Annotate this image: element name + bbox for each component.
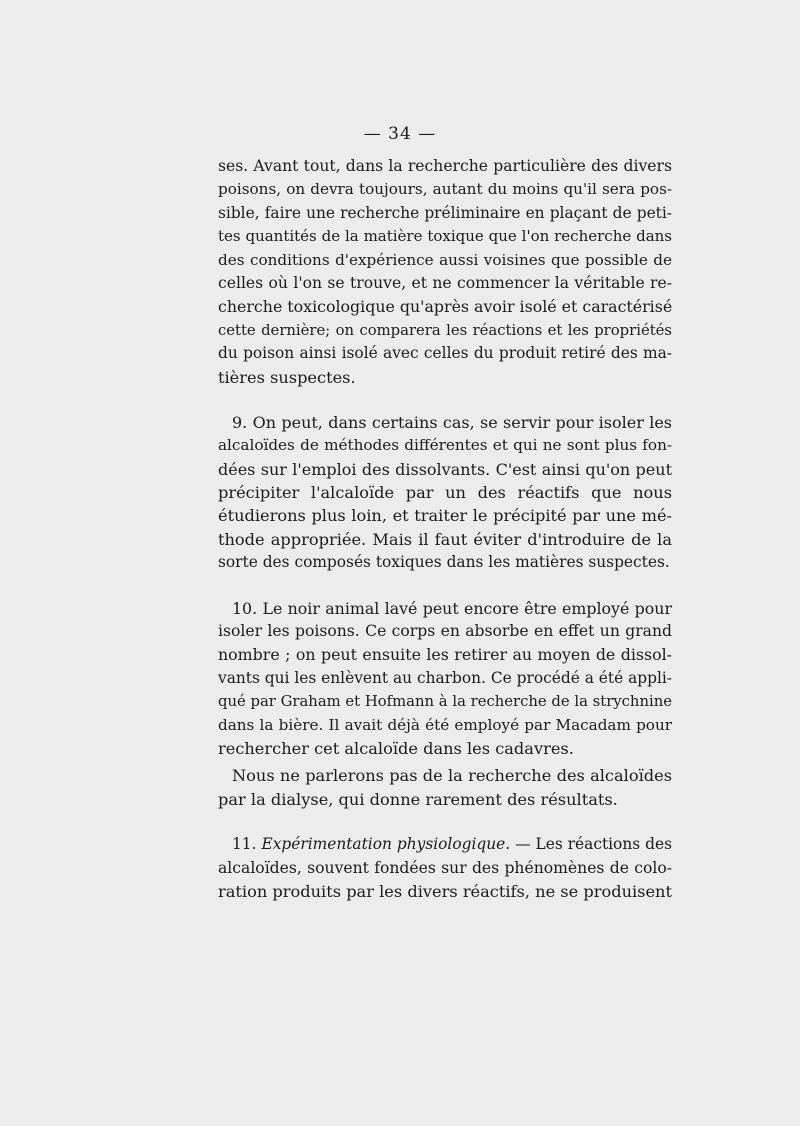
text-line: sorte des composés toxiques dans les matières suspectes. <box>218 553 670 572</box>
text-line: étudierons plus loin, et traiter le précipité par une mé- <box>218 506 672 526</box>
text-line: isoler les poisons. Ce corps en absorbe en effet un grand <box>218 622 672 641</box>
text-line: dans la bière. Il avait déjà été employé par Macadam pour <box>218 715 672 734</box>
text-line: thode appropriée. Mais il faut éviter d'introduire de la <box>218 529 672 549</box>
text-line: précipiter l'alcaloïde par un des réactifs que nous <box>218 483 672 503</box>
text-line: des conditions d'expérience aussi voisines que possible de <box>218 250 672 269</box>
text-line: ses. Avant tout, dans la recherche particulière des divers <box>218 157 672 175</box>
text-line: 9. On peut, dans certains cas, se servir pour isoler les <box>232 412 672 432</box>
paragraph-10 <box>218 597 672 761</box>
text-line: Nous ne parlerons pas de la recherche des alcaloïdes <box>232 766 672 786</box>
text-line: cette dernière; on comparera les réactions et les propriétés <box>218 321 672 339</box>
text-line: alcaloïdes, souvent fondées sur des phénomènes de colo- <box>218 858 672 877</box>
page-number: — 34 — <box>363 124 437 144</box>
paragraph-9 <box>218 411 672 575</box>
paragraph-11 <box>218 833 672 903</box>
text-line: tières suspectes. <box>218 367 356 387</box>
text-line: nombre ; on peut ensuite les retirer au moyen de dissol- <box>218 645 672 665</box>
text-line: ration produits par les divers réactifs, ne se produisent <box>218 881 672 901</box>
section-number: 11. <box>232 835 257 854</box>
paragraph-intro <box>218 155 672 389</box>
text-line: alcaloïdes de méthodes différentes et qui ne sont plus fon- <box>218 436 672 455</box>
text-line: vants qui les enlèvent au charbon. Ce procédé a été appli- <box>218 668 672 687</box>
text-line: rechercher cet alcaloïde dans les cadavres. <box>218 738 574 758</box>
text-line: tes quantités de la matière toxique que l'on recherche dans <box>218 227 672 246</box>
paragraph-dialyse <box>218 764 672 811</box>
text-line: du poison ainsi isolé avec celles du produit retiré des ma- <box>218 344 672 363</box>
text-line: par la dialyse, qui donne rarement des résultats. <box>218 789 618 809</box>
text-line: cherche toxicologique qu'après avoir isolé et caractérisé <box>218 297 673 317</box>
text-line: sible, faire une recherche préliminaire en plaçant de peti- <box>218 203 672 222</box>
section-heading: Expérimentation physiologique. <box>261 835 511 854</box>
text-line: dées sur l'emploi des dissolvants. C'est ainsi qu'on peut <box>218 459 672 479</box>
body-text <box>218 155 672 903</box>
text-line: poisons, on devra toujours, autant du moins qu'il sera pos- <box>218 180 672 199</box>
text-line <box>218 833 672 856</box>
text-span: — Les réactions des <box>515 835 672 854</box>
text-line: qué par Graham et Hofmann à la recherche de la strychnine <box>218 693 672 711</box>
text-line: 10. Le noir animal lavé peut encore être employé pour <box>232 598 672 618</box>
text-line: celles où l'on se trouve, et ne commencer la véritable re- <box>218 273 672 292</box>
